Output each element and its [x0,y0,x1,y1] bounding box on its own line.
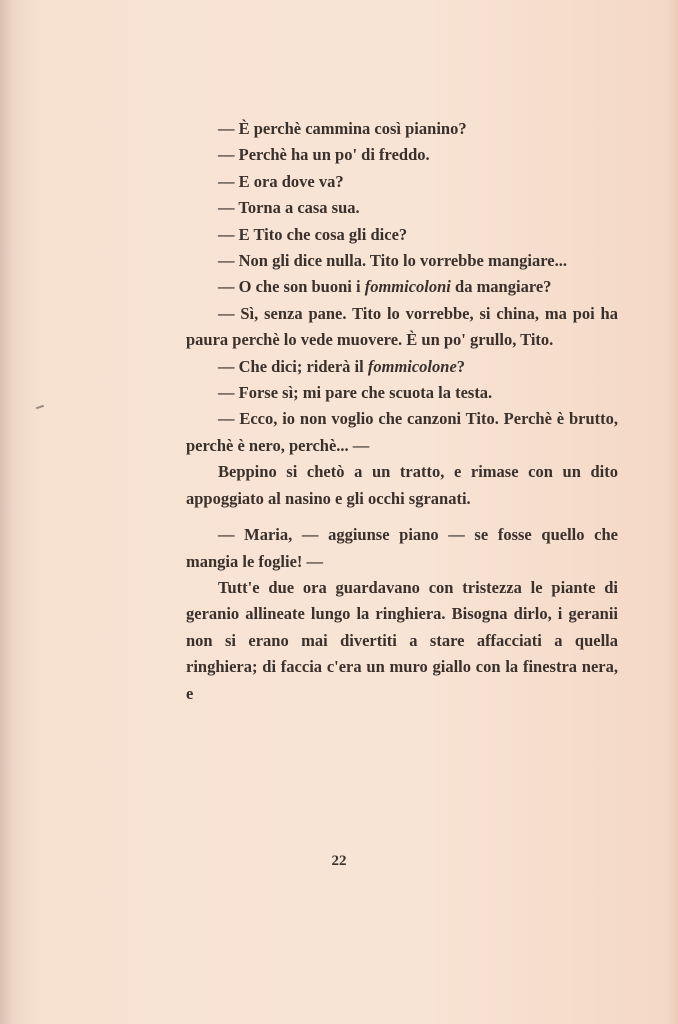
paragraph: — È perchè cammina così pianino? [218,119,467,138]
paragraph: — E Tito che cosa gli dice? [218,224,408,244]
paragraph: Tutt'e due ora guardavano con tristezza le piante di geranio allineate lungo la ringhiera. Bisogna dirlo, i geranii non si erano mai divertiti a stare affacciati a quella ringhiera; di faccia c'era un muro giallo con la finestra nera, e [186,577,618,703]
paragraph: — Torna a casa sua. [218,198,360,218]
paragraph-text: — Che dici; riderà il [218,356,368,376]
page-edge-left [0,0,14,1024]
italic-word: fommicolone [367,356,457,376]
paragraph: — Maria, — aggiunse piano — se fosse quello che mangia le foglie! — [186,525,618,571]
italic-word: fommicoloni [364,277,451,297]
paragraph [186,354,618,380]
paragraph-text: ? [456,356,466,376]
margin-mark [36,405,44,410]
paragraph: — Non gli dice nulla. Tito lo vorrebbe mangiare... [218,251,567,271]
paragraph: — E ora dove va? [218,171,344,191]
paragraph: — Ecco, io non voglio che canzoni Tito. Perchè è brutto, perchè è nero, perchè... — [186,409,618,455]
paragraph: — Sì, senza pane. Tito lo vorrebbe, si china, ma poi ha paura perchè lo vede muovere. È un po' grullo, Tito. [186,303,618,350]
paragraph-text: — O che son buoni i [218,277,365,297]
page-number: 22 [331,853,347,869]
paragraph-text: da mangiare? [450,277,552,297]
paragraph: Beppino si chetò a un tratto, e rimase con un dito appoggiato al nasino e gli occhi sgranati. [186,462,618,508]
paragraph: — Perchè ha un po' di freddo. [218,145,430,165]
paragraph: — Forse sì; mi pare che scuota la testa. [218,383,493,403]
body-text [186,116,618,707]
paragraph [186,274,618,300]
page-edge-right [668,0,678,1024]
